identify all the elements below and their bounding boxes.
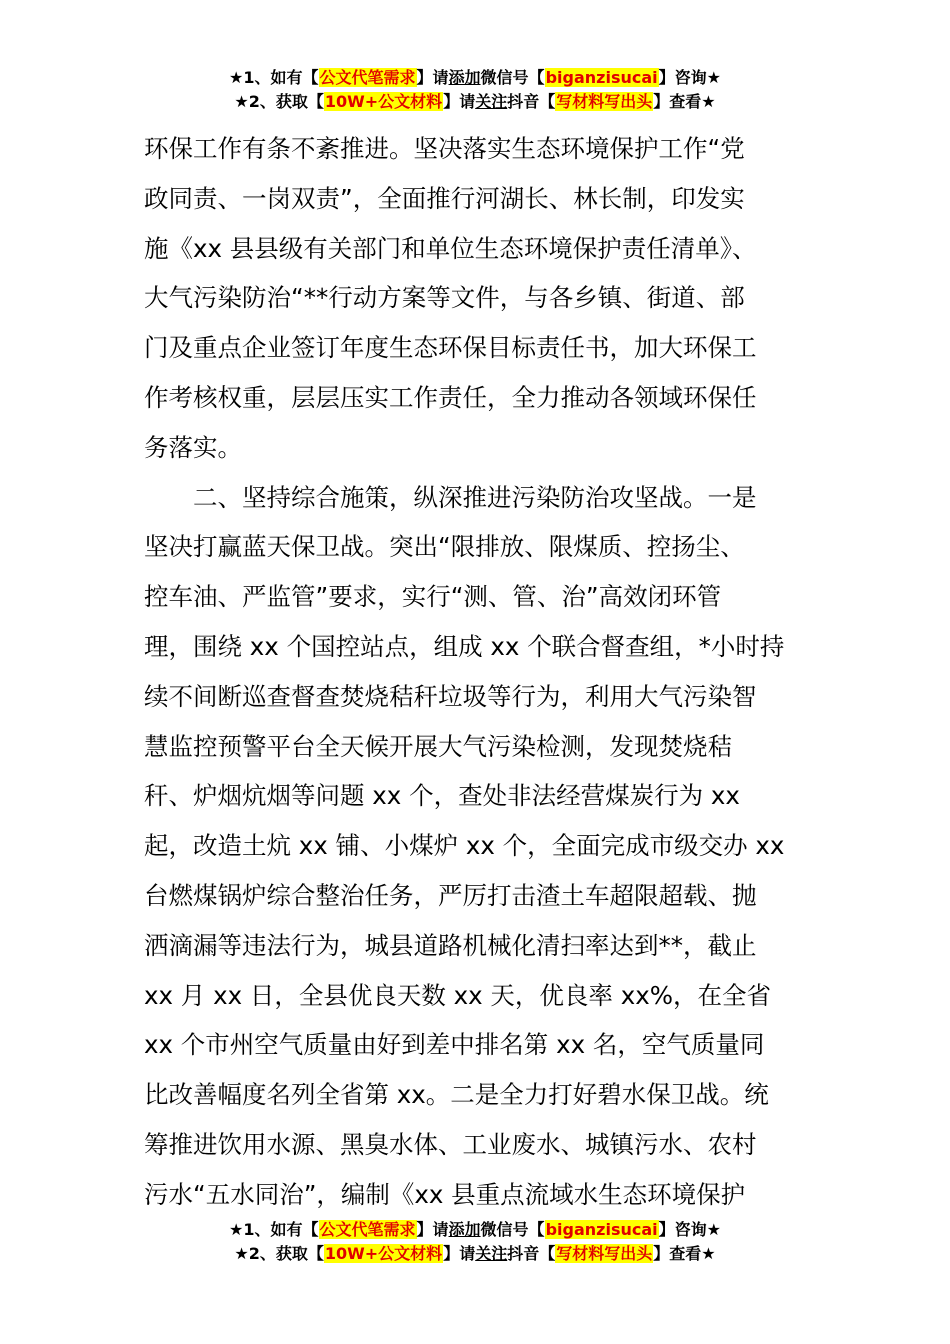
promo-highlight: 公文代笔需求 [319, 68, 416, 87]
text-line: 政同责、一岗双责”，全面推行河湖长、林长制，印发实 [144, 183, 745, 213]
text-line: 理，围绕 xx 个国控站点，组成 xx 个联合督查组，*小时持 [144, 631, 785, 661]
promo-highlight: 写材料写出头 [556, 92, 653, 111]
promo-underline: 关注 [475, 1244, 508, 1263]
promo-underline: 关注 [475, 92, 508, 111]
promo-text: 】请 [443, 1244, 476, 1263]
promo-underline: 添加 [448, 1220, 481, 1239]
promo-highlight: biganzisucai [545, 1220, 658, 1239]
text-line: 控车油、严监管”要求，实行“测、管、治”高效闭环管 [144, 582, 722, 612]
promo-line-2 [0, 1242, 950, 1266]
promo-text: 】咨询★ [658, 68, 721, 87]
promo-text: 】请 [416, 1220, 449, 1239]
promo-text: 抖音【 [507, 92, 556, 111]
promo-text: 微信号【 [480, 1220, 545, 1239]
text-line: 起，改造土炕 xx 铺、小煤炉 xx 个，全面完成市级交办 xx [144, 831, 785, 861]
promo-text: 】请 [443, 92, 476, 111]
promo-text: ★1、如有【 [229, 68, 319, 87]
text-line: 坚决打赢蓝天保卫战。突出“限排放、限煤质、控扬尘、 [144, 532, 745, 562]
text-line: 二、坚持综合施策，纵深推进污染防治攻坚战。一是 [193, 482, 757, 512]
text-line: 洒滴漏等违法行为，城县道路机械化清扫率达到**，截止 [144, 930, 757, 960]
promo-text: 】查看★ [653, 1244, 716, 1263]
text-line: 慧监控预警平台全天候开展大气污染检测，发现焚烧秸 [144, 731, 732, 761]
promo-highlight: 写材料写出头 [556, 1244, 653, 1263]
promo-highlight: 10W+公文材料 [324, 1244, 443, 1263]
promo-underline: 添加 [448, 68, 481, 87]
promo-line-1 [0, 66, 950, 90]
promo-highlight: 公文代笔需求 [319, 1220, 416, 1239]
text-line: 污水“五水同治”，编制《xx 县重点流域水生态环境保护 [144, 1179, 746, 1209]
promo-line-2 [0, 90, 950, 114]
text-line: 续不间断巡查督查焚烧秸秆垃圾等行为，利用大气污染智 [144, 681, 757, 711]
promo-text: ★1、如有【 [229, 1220, 319, 1239]
promo-line-1 [0, 1218, 950, 1242]
promo-text: ★2、获取【 [234, 1244, 324, 1263]
header-promo-banner [0, 66, 950, 114]
footer-promo-banner [0, 1218, 950, 1266]
text-line: xx 个市州空气质量由好到差中排名第 xx 名，空气质量同 [144, 1030, 765, 1060]
text-line: 秆、炉烟炕烟等问题 xx 个，查处非法经营煤炭行为 xx [144, 781, 740, 811]
text-line: xx 月 xx 日，全县优良天数 xx 天，优良率 xx%，在全省 [144, 980, 771, 1010]
promo-text: 微信号【 [480, 68, 545, 87]
promo-highlight: biganzisucai [545, 68, 658, 87]
text-line: 门及重点企业签订年度生态环保目标责任书，加大环保工 [144, 333, 757, 363]
text-line: 务落实。 [144, 432, 242, 462]
text-line: 环保工作有条不紊推进。坚决落实生态环境保护工作“党 [144, 134, 745, 163]
text-line: 比改善幅度名列全省第 xx。二是全力打好碧水保卫战。统 [144, 1080, 769, 1110]
promo-text: 】请 [416, 68, 449, 87]
text-line: 施《xx 县县级有关部门和单位生态环境保护责任清单》、 [144, 233, 757, 263]
text-line: 台燃煤锅炉综合整治任务，严厉打击渣土车超限超载、抛 [144, 880, 757, 910]
text-line: 筹推进饮用水源、黑臭水体、工业废水、城镇污水、农村 [144, 1129, 757, 1159]
promo-text: 】咨询★ [658, 1220, 721, 1239]
promo-text: 抖音【 [507, 1244, 556, 1263]
promo-text: ★2、获取【 [234, 92, 324, 111]
promo-highlight: 10W+公文材料 [324, 92, 443, 111]
promo-text: 】查看★ [653, 92, 716, 111]
document-body [144, 124, 808, 1220]
text-line: 作考核权重，层层压实工作责任，全力推动各领域环保任 [144, 382, 757, 412]
text-line: 大气污染防治“**行动方案等文件，与各乡镇、街道、部 [144, 283, 745, 313]
